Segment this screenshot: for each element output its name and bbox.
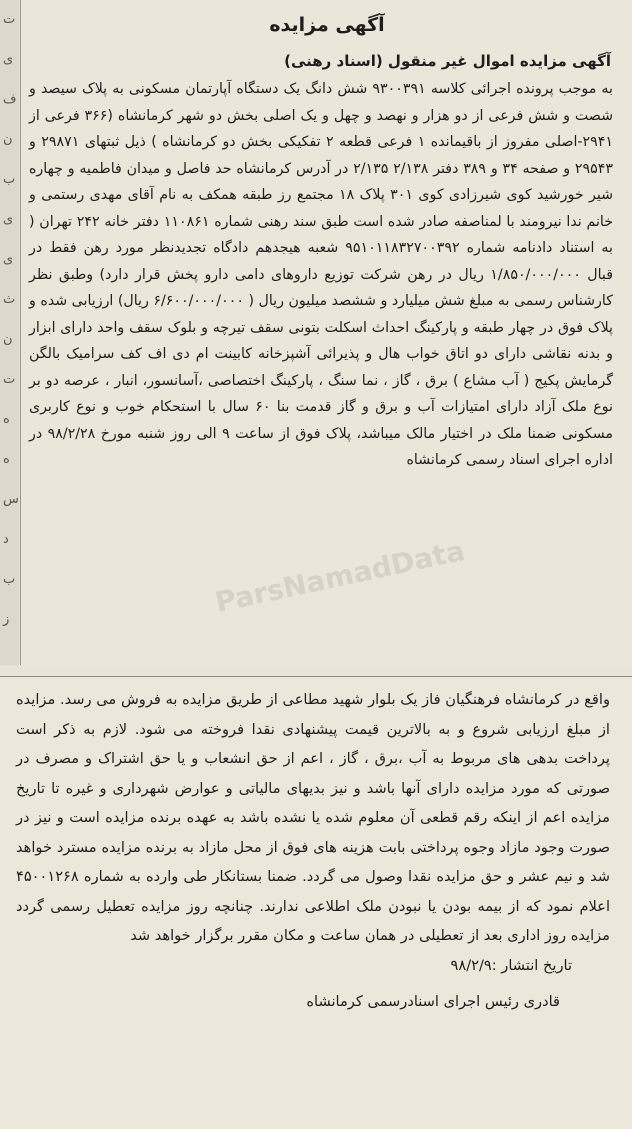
notice-subtitle: آگهی مزایده اموال غیر منقول (اسناد رهنی): [284, 52, 611, 70]
fragment-char: ث: [3, 292, 16, 307]
notice-body-part2: واقع در کرمانشاه فرهنگیان فاز یک بلوار شهید مطاعی از طریق مزایده به فروش می رسد. مزایده از مبلغ ارزیابی شروع و به بالاترین قیمت پیشنهادی نقدا فروخته می شود. لازم به ذکر است پرداخت بدهی های مربوط به آب ،برق ، گاز ، اعم از حق انشعاب و یا حق اشتراک و مصرف در صورتی که مورد مزایده دارای آنها باشد و نیز بدیهای مالیاتی و عوارض شهرداری و غیره تا تاریخ مزایده اعم از اینکه رقم قطعی آن معلوم شده یا نشده باشد به عهده برنده مزایده است و نیز در صورت وجود مازاد وجوه پرداختی بابت هزینه های فوق از محل مازاد به برنده مزایده مسترد خواهد شد و نیم عشر و حق مزایده نقدا وصول می گردد. ضمنا بستانکار طی وارده به شماره ۴۵۰۰۱۲۶۸ اعلام نمود که از بیمه بودن یا نبودن ملک اطلاعی ندارند. چنانچه روز مزایده تعطیل رسمی گردد مزایده روز اداری بعد از تعطیلی در همان ساعت و مکان مقرر برگزار خواهد شد: [16, 691, 610, 944]
fragment-char: ز: [3, 612, 10, 627]
neighbor-column-fragment: [0, 0, 19, 665]
signature: قادری رئیس اجرای اسنادرسمی کرمانشاه: [306, 992, 560, 1010]
fragment-char: ب: [3, 172, 16, 187]
fragment-char: ت: [3, 12, 16, 27]
notice-title: آگهی مزایده: [269, 14, 385, 36]
fragment-char: د: [3, 532, 9, 547]
fragment-char: ی: [3, 252, 14, 267]
fragment-char: ه: [3, 452, 10, 467]
publish-date: تاریخ انتشار :۹۸/۲/۹: [450, 956, 572, 974]
fragment-char: س: [3, 492, 19, 507]
fragment-char: ن: [3, 132, 13, 147]
fragment-char: ه: [3, 412, 10, 427]
notice-body-part1: به موجب پرونده اجرائی کلاسه ۹۳۰۰۳۹۱ شش دانگ یک دستگاه آپارتمان مسکونی به پلاک سیصد و شصت و شش فرعی از دو هزار و نهصد و چهل و یک اصلی بخش دو شهر کرمانشاه (۳۶۶ فرعی از ۲۹۴۱-اصلی مفروز از باقیمانده ۱ فرعی قطعه ۲ تفکیکی بخش دو کرمانشاه ) ذیل ثبتهای ۲۹۸۷۱ و ۲۹۵۴۳ و صفحه ۳۴ و ۳۸۹ دفتر ۲/۱۳۸ ۲/۱۳۵ در آدرس کرمانشاه حد فاصل و میدان فاطمیه و چهاره شیر خورشید کوی شیرزادی کوی ۳۰۱ پلاک ۱۸ مجتمع رز طبقه همکف به نام آقای مهدی رستمی و خانم ندا نیرومند با لمناصفه صادر شده است طبق سند رهنی شماره ۱۱۰۸۶۱ دفتر خانه ۲۴۲ تهران ( به استناد دادنامه شماره ۹۵۱۰۱۱۸۳۲۷۰۰۳۹۲ شعبه هیجدهم دادگاه تجدیدنظر مورد رهن فقط در قبال ۱/۸۵۰/۰۰۰/۰۰۰ ریال در رهن شرکت توزیع داروهای دامی دارو پخش قرار دارد) وطبق نظر کارشناس رسمی به مبلغ شش میلیارد و ششصد میلیون ریال ( ۶/۶۰۰/۰۰۰/۰۰۰ ریال) ارزیابی شده و پلاک فوق در چهار طبقه و پارکینگ احداث اسکلت بتونی سقف تیرچه و بلوک سقف واحد دارای ابزار و بدنه نقاشی دارای دو اتاق خواب هال و پذیرائی آشپزخانه کابینت ام دی اف کف سرامیک بالگن گرمایش پکیج ( آب مشاع ) برق ، گاز ، نما سنگ ، پارکینگ اختصاصی ،آسانسور، انبار ، عرصه دو بر نوع ملک آزاد دارای امتیازات آب و برق و گاز قدمت بنا ۶۰ سال با استحکام خوب و نوع کاربری مسکونی ضمنا ملک در اختیار مالک میباشد، پلاک فوق از ساعت ۹ الی روز شنبه مورخ ۹۸/۲/۲۸ در اداره اجرای اسناد رسمی کرمانشاه: [29, 81, 614, 468]
fragment-char: ی: [3, 212, 14, 227]
fragment-char: ف: [3, 92, 17, 107]
fragment-char: ی: [3, 52, 14, 67]
fragment-char: ب: [3, 572, 16, 587]
notice-clipping-top: [20, 0, 632, 665]
fragment-char: ت: [3, 372, 16, 387]
notice-clipping-bottom: [0, 676, 632, 1129]
fragment-char: ن: [3, 332, 13, 347]
